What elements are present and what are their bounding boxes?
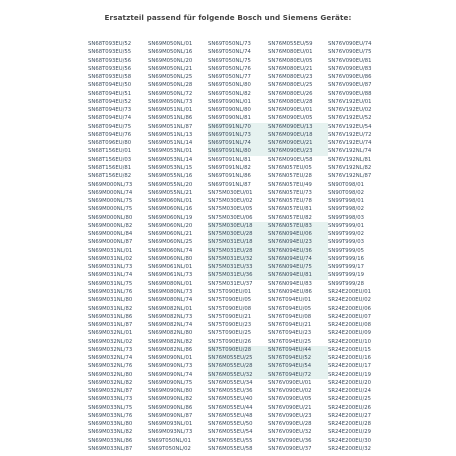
model-number: SN76T094EU/01 <box>268 297 312 304</box>
model-number: SN75T090EU/01 <box>208 288 252 295</box>
model-number: SN99T998/01 <box>328 198 364 205</box>
model-number: SN76V192EU/01 <box>328 98 372 105</box>
model-number: SN69M032NL/74 <box>88 355 133 362</box>
model-number: SN76V090EU/32 <box>268 429 312 436</box>
model-number: SN69M032NL/02 <box>88 338 133 345</box>
model-number: SN69T091NL/81 <box>208 156 251 163</box>
model-number: SN69M033NL/76 <box>88 412 133 419</box>
model-number: SN69M032NL/82 <box>88 379 133 386</box>
model-number: SN76M090EU/21 <box>268 139 328 147</box>
model-number: SN69T091NL/82 <box>208 164 251 171</box>
model-column-2 <box>148 40 208 453</box>
model-number: SN75T090EU/08 <box>208 305 252 312</box>
model-number: SN69M055NL/21 <box>148 189 193 196</box>
model-number: SN69M051NL/01 <box>148 107 193 114</box>
model-number: SN76N094EU/36 <box>268 247 328 255</box>
model-number: SR24E200EU/29 <box>328 429 371 436</box>
model-number: SN69T050NL/82 <box>208 90 251 97</box>
model-number: SN69M051NL/86 <box>148 115 193 122</box>
model-number: SN69M053NL/01 <box>148 148 193 155</box>
model-number: SN69M031NL/73 <box>88 264 133 271</box>
model-number: SN76T094EU/44 <box>268 346 328 354</box>
model-number: SN69M090NL/82 <box>148 396 193 403</box>
model-number: SR24E200EU/10 <box>328 338 371 345</box>
model-number: SN99T999/03 <box>328 239 364 246</box>
model-number: SN68T156EU/81 <box>88 164 132 171</box>
model-number: SN69M060NL/20 <box>148 222 193 229</box>
model-number: SN75M030EU/02 <box>208 198 253 205</box>
model-number: SN76N094EU/23 <box>268 238 328 246</box>
model-number: SN99T999/16 <box>328 255 364 262</box>
model-number: SN68T096EU/80 <box>88 140 132 147</box>
model-number: SN69M082NL/73 <box>148 313 193 320</box>
model-number: SN75M031EU/28 <box>208 247 268 255</box>
model-number: SN76V090EU/75 <box>328 49 372 56</box>
model-number: SN76M055EU/34 <box>208 379 253 386</box>
model-number: SN76V192EU/54 <box>328 123 372 130</box>
model-number: SN76V090EU/01 <box>268 379 312 386</box>
model-column-3 <box>208 40 268 453</box>
model-number: SN76M080EU/01 <box>268 49 313 56</box>
model-number: SN69T050NL/01 <box>148 437 191 444</box>
model-number: SN69T090NL/01 <box>208 98 251 105</box>
model-number: SN68T093EU/56 <box>88 57 132 64</box>
model-number: SN69M060NL/74 <box>148 247 193 254</box>
model-number: SN76M055EU/54 <box>208 429 253 436</box>
model-number: SN76M090EU/01 <box>268 107 313 114</box>
model-number: SN76M080EU/05 <box>268 57 313 64</box>
model-number: SN76N094EU/75 <box>268 263 328 271</box>
model-number: SN68T094EU/76 <box>88 131 132 138</box>
model-number: SN76V192EU/52 <box>328 115 372 122</box>
model-number: SN76V090EU/36 <box>268 437 312 444</box>
model-number: SN76M055EU/36 <box>208 388 253 395</box>
model-number: SN69M033NL/87 <box>88 446 133 453</box>
model-number: SN69M055NL/16 <box>148 173 193 180</box>
model-number: SN75M031EU/36 <box>208 271 268 279</box>
model-number: SN75T090EU/26 <box>208 338 252 345</box>
model-number: SN69M090NL/75 <box>148 379 193 386</box>
model-number: SN69M051NL/87 <box>148 123 193 130</box>
model-number: SN69M093NL/73 <box>148 429 193 436</box>
model-number: SN69M060NL/01 <box>148 198 193 205</box>
model-number: SN76T094EU/08 <box>268 313 312 320</box>
model-number: SN76T094EU/23 <box>268 330 312 337</box>
model-number: SN75M031EU/37 <box>208 280 253 287</box>
model-number: SN69M060NL/19 <box>148 214 193 221</box>
model-number: SN69M090NL/86 <box>148 404 193 411</box>
model-number: SN69M053NL/14 <box>148 156 193 163</box>
model-number: SN76M055EU/44 <box>208 404 253 411</box>
model-number: SN69M050NL/28 <box>148 82 193 89</box>
model-number: SN75T090EU/28 <box>208 346 268 354</box>
model-number: SN69M055NL/20 <box>148 181 193 188</box>
model-number: SN76M055EU/25 <box>208 354 268 362</box>
model-number: SN76M080EU/26 <box>268 90 313 97</box>
model-number: SN99T999/02 <box>328 231 364 238</box>
model-number: SN76T094EU/52 <box>268 354 328 362</box>
model-number: SN76N057EU/82 <box>268 214 312 221</box>
model-number: SN76N057EU/83 <box>268 222 328 230</box>
model-number: SN76V090EU/74 <box>328 41 372 47</box>
model-number: SR24E200EU/02 <box>328 297 371 304</box>
model-number: SN69T091NL/80 <box>208 147 268 155</box>
model-number: SN76N094EU/74 <box>268 255 328 263</box>
model-number: SN69M033NL/80 <box>88 421 133 428</box>
model-number: SN76M055EU/40 <box>208 396 253 403</box>
model-number: SN75M030EU/18 <box>208 222 268 230</box>
model-number: SN76M080EU/25 <box>268 82 313 89</box>
model-number: SN69T091NL/87 <box>208 181 251 188</box>
model-number: SR24E200EU/25 <box>328 396 371 403</box>
model-number: SN69T091NL/74 <box>208 139 268 147</box>
model-number: SN76V090EU/28 <box>268 421 312 428</box>
model-number: SR24E200EU/15 <box>328 346 371 353</box>
model-number: SN76V090EU/05 <box>268 396 312 403</box>
model-number: SN76N057EU/81 <box>268 206 312 213</box>
model-number: SN69M050NL/16 <box>148 49 193 56</box>
model-number: SN68T156EU/03 <box>88 156 132 163</box>
model-number: SR24E200EU/28 <box>328 421 371 428</box>
model-number: SN69M053NL/15 <box>148 164 193 171</box>
model-number: SN76V192NL/82 <box>328 164 372 171</box>
model-number: SN76V192NL/81 <box>328 156 372 163</box>
model-number: SN69M031NL/75 <box>88 280 133 287</box>
model-number: SN69M050NL/73 <box>148 98 193 105</box>
model-number: SN69T050NL/75 <box>208 57 251 64</box>
model-number: SN76V192EU/74 <box>328 140 372 147</box>
model-number: SN69M061NL/73 <box>148 272 193 279</box>
model-number: SN69M032NL/73 <box>88 346 133 353</box>
model-number: SN90T098/02 <box>328 189 364 196</box>
model-number: SN69M031NL/82 <box>88 305 133 312</box>
model-number: SN68T094EU/74 <box>88 115 132 122</box>
model-number: SN76V090EU/83 <box>328 65 372 72</box>
model-number: SN76V192EU/72 <box>328 131 372 138</box>
model-number: SN76V192NL/87 <box>328 173 372 180</box>
model-number: SN76M055EU/59 <box>268 41 313 47</box>
model-number: SN76N094EU/06 <box>268 230 328 238</box>
model-number: SN75T090EU/05 <box>208 297 252 304</box>
model-number: SN76V090EU/86 <box>328 74 372 81</box>
model-number: SN69T090NL/80 <box>208 107 251 114</box>
model-number: SN76M080EU/21 <box>268 65 313 72</box>
model-number: SN69M051NL/14 <box>148 140 193 147</box>
model-number: SN69M000NL/87 <box>88 239 133 246</box>
model-number: SN69M032NL/80 <box>88 371 133 378</box>
model-number: SR24E200EU/32 <box>328 446 371 453</box>
model-number: SN69M080NL/01 <box>148 280 193 287</box>
model-number: SR24E200EU/07 <box>328 313 371 320</box>
model-number: SN69M031NL/80 <box>88 297 133 304</box>
model-number: SN76N094EU/81 <box>268 271 328 279</box>
model-number: SN69M082NL/86 <box>148 346 193 353</box>
model-number: SN69M050NL/21 <box>148 65 193 72</box>
model-number: SN75T090EU/25 <box>208 330 252 337</box>
model-number: SN69M080NL/74 <box>148 297 193 304</box>
model-number: SN69M090NL/73 <box>148 363 193 370</box>
model-number: SN75M031EU/33 <box>208 263 268 271</box>
model-number: SN76M055EU/50 <box>208 421 253 428</box>
model-number: SR24E200EU/24 <box>328 388 371 395</box>
model-number: SN68T094EU/51 <box>88 90 132 97</box>
model-number: SN69T050NL/02 <box>148 446 191 453</box>
model-number: SN69M033NL/86 <box>88 437 133 444</box>
model-number: SN69M032NL/87 <box>88 388 133 395</box>
model-number: SN69M031NL/87 <box>88 322 133 329</box>
model-number: SN69M033NL/73 <box>88 396 133 403</box>
model-number: SN69M090NL/74 <box>148 371 193 378</box>
model-number: SN69M000NL/73 <box>88 181 133 188</box>
model-number: SN76V090EU/23 <box>268 412 312 419</box>
model-number: SN76T094EU/25 <box>268 338 312 345</box>
model-number: SN76M055EU/58 <box>208 446 253 453</box>
model-number: SN69M000NL/75 <box>88 198 133 205</box>
model-number: SN99T999/05 <box>328 247 364 254</box>
model-column-1 <box>88 40 148 453</box>
model-number: SN76N057EU/73 <box>268 189 312 196</box>
model-number: SN68T093EU/56 <box>88 65 132 72</box>
model-number: SN69M033NL/75 <box>88 404 133 411</box>
model-number: SN76M090EU/05 <box>268 115 313 122</box>
model-number: SN76N057EU/28 <box>268 173 312 180</box>
model-number: SN68T093EU/58 <box>88 74 132 81</box>
model-number: SN90T098/01 <box>328 181 364 188</box>
model-number: SN69M060NL/21 <box>148 231 193 238</box>
model-number: SN76M090EU/18 <box>268 131 328 139</box>
model-number: SN76T094EU/05 <box>268 305 312 312</box>
model-number: SN76N057EU/78 <box>268 198 312 205</box>
model-number: SN76N094EU/83 <box>268 280 312 287</box>
model-column-5 <box>328 40 388 453</box>
model-number: SN76M080EU/23 <box>268 74 313 81</box>
model-number: SN69M050NL/25 <box>148 74 193 81</box>
model-number: SN76N094EU/86 <box>268 288 312 295</box>
model-number: SR24E200EU/26 <box>328 404 371 411</box>
model-number: SN69M061NL/01 <box>148 264 193 271</box>
model-number: SN68T156EU/01 <box>88 148 132 155</box>
model-number: SN69M060NL/80 <box>148 255 193 262</box>
model-number: SR24E200EU/08 <box>328 322 371 329</box>
model-number: SN99T999/28 <box>328 280 364 287</box>
model-number: SN69M031NL/01 <box>88 247 133 254</box>
model-number: SN68T094EU/73 <box>88 107 132 114</box>
model-number: SN69M033NL/82 <box>88 429 133 436</box>
model-number: SN69M032NL/76 <box>88 363 133 370</box>
model-number: SN69M000NL/82 <box>88 222 133 229</box>
model-number: SN68T093EU/52 <box>88 41 132 47</box>
model-number: SN76N057EU/05 <box>268 164 312 171</box>
model-number: SN69M082NL/80 <box>148 330 193 337</box>
model-number: SN69M000NL/75 <box>88 206 133 213</box>
model-number: SN76V090EU/88 <box>328 90 372 97</box>
model-number: SN76V192NL/74 <box>328 148 372 155</box>
model-number: SN76V090EU/37 <box>268 446 312 453</box>
model-number: SN76V192EU/02 <box>328 107 372 114</box>
model-number: SN99T998/03 <box>328 214 364 221</box>
model-number: SN69M031NL/76 <box>88 288 133 295</box>
model-number: SR24E200EU/16 <box>328 355 371 362</box>
model-number: SN76M055EU/28 <box>208 362 268 370</box>
model-number: SN69M031NL/74 <box>88 272 133 279</box>
model-number: SN76N057EU/49 <box>268 181 312 188</box>
model-number: SR24E200EU/19 <box>328 371 371 378</box>
model-number: SN69M090NL/87 <box>148 412 193 419</box>
model-number: SN69T050NL/74 <box>208 49 251 56</box>
model-number: SN69M031NL/02 <box>88 255 133 262</box>
model-number: SN75M030EU/01 <box>208 189 253 196</box>
model-number: SN69M000NL/80 <box>88 214 133 221</box>
model-number: SR24E200EU/09 <box>328 330 371 337</box>
model-number: SN69M032NL/01 <box>88 330 133 337</box>
model-number: SN68T093EU/55 <box>88 49 132 56</box>
model-number: SN69M050NL/72 <box>148 90 193 97</box>
model-number: SN69T090NL/81 <box>208 115 251 122</box>
model-number: SN99T999/19 <box>328 272 364 279</box>
model-number: SN69T091NL/73 <box>208 131 268 139</box>
model-number: SN99T999/01 <box>328 222 364 229</box>
model-number: SN69M031NL/86 <box>88 313 133 320</box>
model-column-4 <box>268 40 328 453</box>
model-number: SN68T094EU/75 <box>88 123 132 130</box>
model-number: SN76V090EU/81 <box>328 57 372 64</box>
model-number: SN69T091NL/86 <box>208 173 251 180</box>
model-number: SN69T050NL/73 <box>208 41 251 47</box>
model-number: SR24E200EU/17 <box>328 363 371 370</box>
model-number: SN75M031EU/32 <box>208 255 268 263</box>
model-number: SN76T094EU/72 <box>268 371 328 379</box>
model-number: SN69M060NL/16 <box>148 206 193 213</box>
model-number: SN76M080EU/28 <box>268 98 313 105</box>
model-number: SN76V090EU/87 <box>328 82 372 89</box>
model-number: SN69M082NL/01 <box>148 305 193 312</box>
model-number: SR24E200EU/20 <box>328 379 371 386</box>
model-number: SN76M055EU/55 <box>208 437 253 444</box>
model-number: SR24E200EU/01 <box>328 288 371 295</box>
model-number: SN69T050NL/76 <box>208 65 251 72</box>
model-number: SN76V090EU/21 <box>268 404 312 411</box>
model-number: SR24E200EU/27 <box>328 412 371 419</box>
model-number: SN75T090EU/23 <box>208 322 252 329</box>
model-number: SN75M031EU/18 <box>208 238 268 246</box>
model-number: SN76M055EU/32 <box>208 371 268 379</box>
model-number: SN69M080NL/73 <box>148 288 193 295</box>
model-number: SN75M030EU/28 <box>208 230 268 238</box>
model-number: SN99T999/17 <box>328 264 364 271</box>
model-number: SN69T050NL/77 <box>208 74 251 81</box>
model-number: SN69T050NL/80 <box>208 82 251 89</box>
model-number: SN69M051NL/13 <box>148 131 193 138</box>
model-number: SN69M090NL/01 <box>148 355 193 362</box>
model-number: SN69M000NL/74 <box>88 189 133 196</box>
model-number: SN69M093NL/01 <box>148 421 193 428</box>
model-number: SN99T998/02 <box>328 206 364 213</box>
model-number: SN75T090EU/21 <box>208 313 252 320</box>
model-number: SN68T094EU/50 <box>88 82 132 89</box>
model-number: SN76M090EU/58 <box>268 156 313 163</box>
model-number: SN69M082NL/82 <box>148 338 193 345</box>
model-number: SN69M090NL/80 <box>148 388 193 395</box>
model-number: SN69T091NL/70 <box>208 123 268 131</box>
model-list-grid <box>88 40 388 453</box>
model-number: SN76M090EU/13 <box>268 123 328 131</box>
model-number: SN76M055EU/48 <box>208 412 253 419</box>
page-title: Ersatzteil passend für folgende Bosch und Siemens Geräte: <box>104 13 352 22</box>
model-number: SN68T094EU/52 <box>88 98 132 105</box>
model-number: SN76T094EU/21 <box>268 322 312 329</box>
model-number: SN76T094EU/54 <box>268 362 328 370</box>
model-number: SN69M082NL/74 <box>148 322 193 329</box>
model-number: SN69M060NL/25 <box>148 239 193 246</box>
model-number: SN69M050NL/20 <box>148 57 193 64</box>
model-number: SN75M030EU/05 <box>208 206 253 213</box>
model-number: SN76M090EU/23 <box>268 147 328 155</box>
model-number: SN75M030EU/06 <box>208 214 253 221</box>
model-number: SN69M000NL/84 <box>88 231 133 238</box>
model-number: SR24E200EU/06 <box>328 305 371 312</box>
model-number: SN76V090EU/02 <box>268 388 312 395</box>
model-number: SN69M050NL/01 <box>148 41 193 47</box>
model-number: SR24E200EU/30 <box>328 437 371 444</box>
model-number: SN68T156EU/82 <box>88 173 132 180</box>
